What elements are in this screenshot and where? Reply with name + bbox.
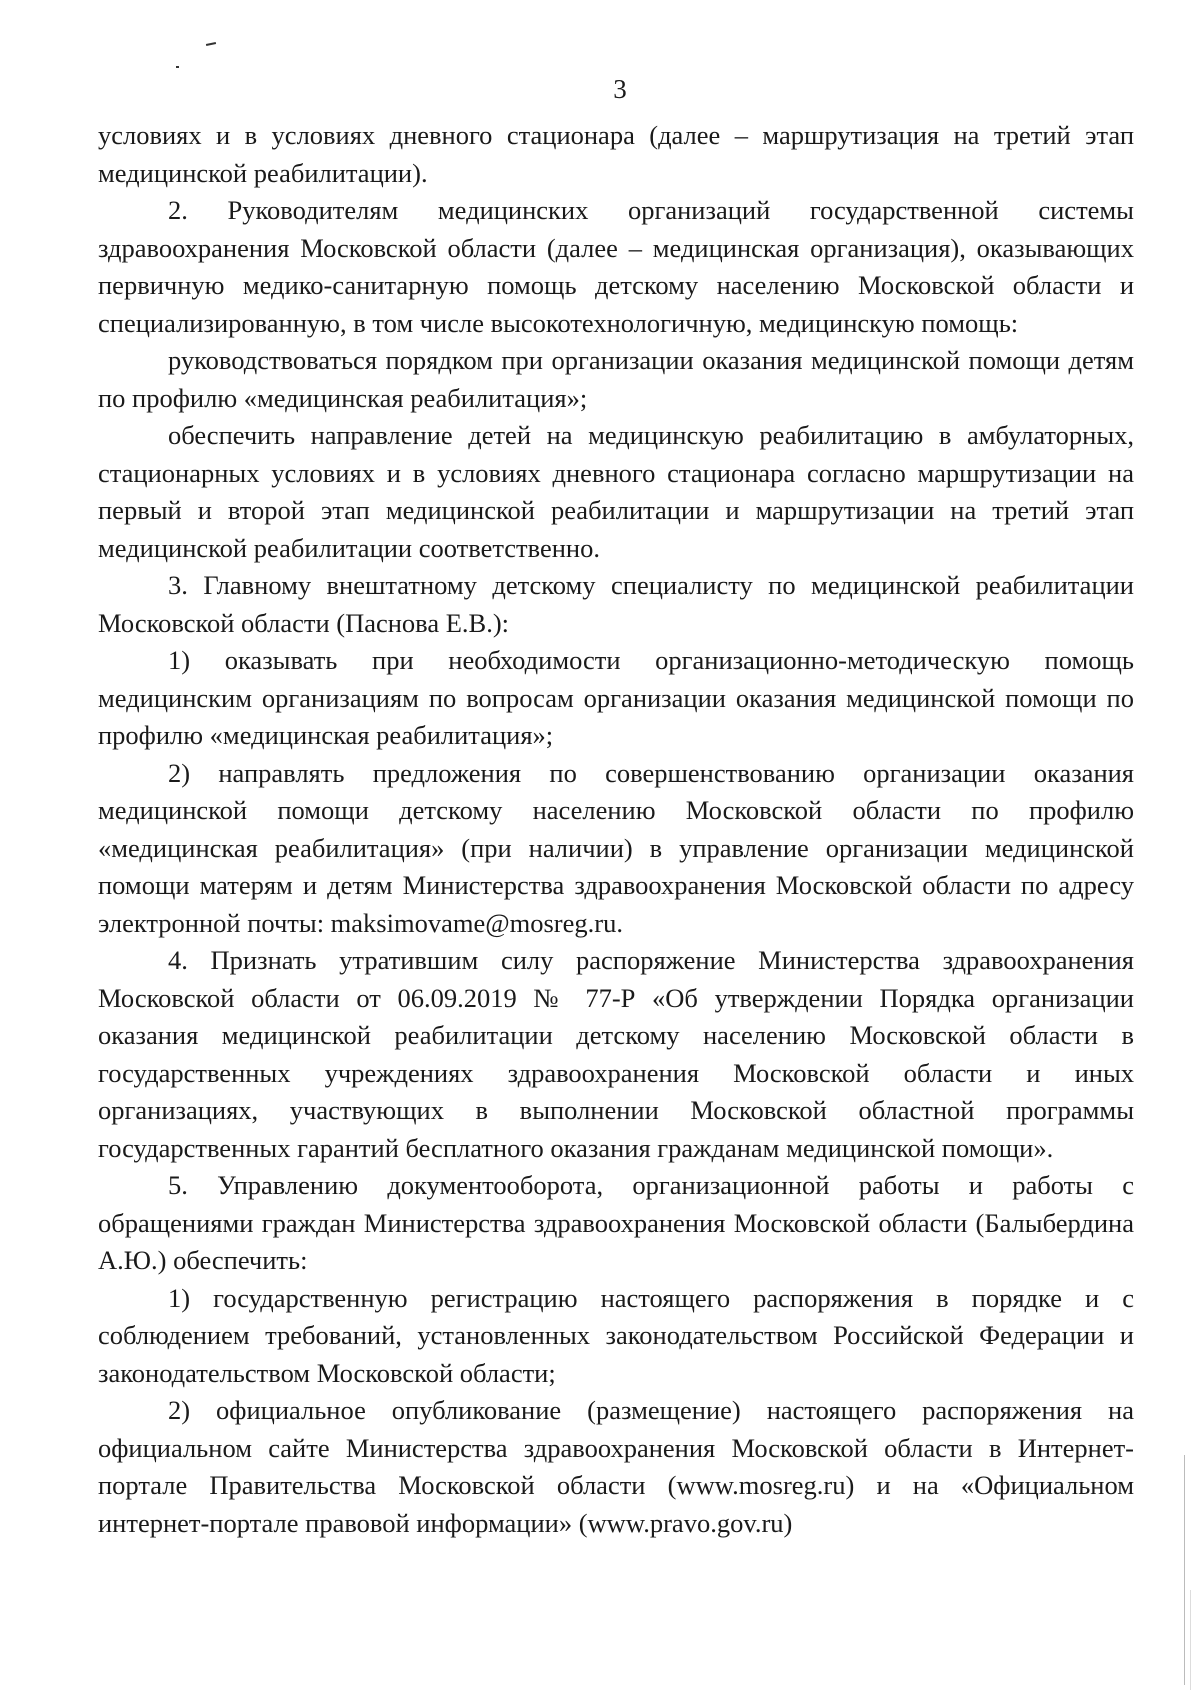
paragraph-item-3: 3. Главному внештатному детскому специалисту по медицинской реабилитации Московской области (Паснова Е.В.): (98, 570, 1134, 638)
page-number: 3 (613, 74, 627, 104)
paragraph-item-5-sub-2: 2) официальное опубликование (размещение) настоящего распоряжения на официальном сайте Министерства здравоохранения Московской области в Интернет-портале Правительства Московской области (www.mosreg.ru) и на «Официальном интернет-портале правовой информации» (www.pravo.gov.ru) (98, 1395, 1134, 1538)
paragraph-item-3-sub-2: 2) направлять предложения по совершенствованию организации оказания медицинской помощи детскому населению Московской области по профилю «медицинская реабилитация» (при наличии) в управление организации медицинской помощи матерям и детям Министерства здравоохранения Московской области по адресу электронной почты: maksimovame@mosreg.ru. (98, 757, 1134, 938)
paragraph-item-5: 5. Управлению документооборота, организационной работы и работы с обращениями граждан Министерства здравоохранения Московской области (Балыбердина А.Ю.) обеспечить: (98, 1170, 1134, 1275)
paragraph-item-5-sub-1: 1) государственную регистрацию настоящего распоряжения в порядке и с соблюдением требований, установленных законодательством Российской Федерации и законодательством Московской области; (98, 1282, 1134, 1388)
paragraph-item-2-sub-1: руководствоваться порядком при организации оказания медицинской помощи детям по профилю «медицинская реабилитация»; (98, 345, 1134, 413)
scan-artifact (176, 66, 179, 68)
paragraph-continuation: условиях и в условиях дневного стационара (далее – маршрутизация на третий этап медицинской реабилитации). (98, 120, 1134, 188)
paragraph-item-2: 2. Руководителям медицинских организаций государственной системы здравоохранения Московской области (далее – медицинская организация), оказывающих первичную медико-санитарную помощь детскому населению Московской области и специализированную, в том числе высокотехнологичную, медицинскую помощь: (98, 195, 1134, 338)
scan-artifact (206, 42, 216, 46)
document-body (98, 117, 1134, 1542)
paragraph-item-2-sub-2: обеспечить направление детей на медицинскую реабилитацию в амбулаторных, стационарных условиях и в условиях дневного стационара согласно маршрутизации на первый и второй этап медицинской реабилитации и маршрутизации на третий этап медицинской реабилитации соответственно. (98, 420, 1134, 563)
paragraph-item-4: 4. Признать утратившим силу распоряжение Министерства здравоохранения Московской области от 06.09.2019 № 77-Р «Об утверждении Порядка организации оказания медицинской реабилитации детскому населению Московской области в государственных учреждениях здравоохранения Московской области и иных организациях, участвующих в выполнении Московской областной программы государственных гарантий бесплатного оказания гражданам медицинской помощи». (98, 945, 1134, 1163)
scan-edge-line (1190, 1590, 1191, 1690)
paragraph-item-3-sub-1: 1) оказывать при необходимости организационно-методическую помощь медицинским организациям по вопросам организации оказания медицинской помощи по профилю «медицинская реабилитация»; (98, 645, 1134, 750)
scan-edge-line (1184, 1455, 1185, 1685)
